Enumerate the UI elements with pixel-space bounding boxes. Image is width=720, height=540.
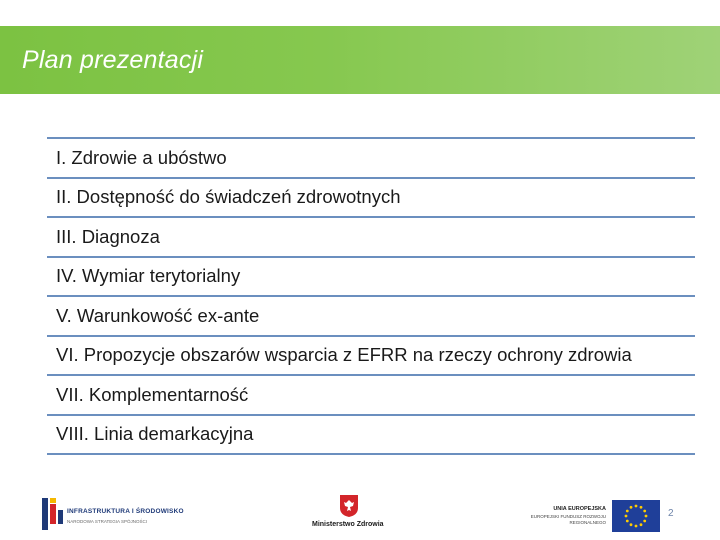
title-banner	[0, 26, 720, 94]
eu-fund-logo	[522, 498, 652, 534]
agenda-item: V. Warunkowość ex-ante	[47, 297, 695, 337]
eu-logo-text: UNIA EUROPEJSKA	[553, 506, 606, 512]
slide-title: Plan prezentacji	[22, 46, 204, 74]
eu-logo-subtext: EUROPEJSKI FUNDUSZ ROZWOJU REGIONALNEGO	[530, 514, 606, 525]
footer-logos	[0, 488, 720, 540]
infrastruktura-logo-subtext: NARODOWA STRATEGIA SPÓJNOŚCI	[67, 519, 148, 524]
ministry-logo-text: Ministerstwo Zdrowia	[312, 521, 384, 528]
infrastruktura-logo-icon	[40, 496, 64, 532]
infrastruktura-logo-text: INFRASTRUKTURA I ŚRODOWISKO	[67, 508, 184, 515]
infrastruktura-logo	[40, 494, 190, 534]
top-strip	[0, 0, 720, 26]
agenda-item: II. Dostępność do świadczeń zdrowotnych	[47, 179, 695, 219]
polish-eagle-emblem-icon	[339, 494, 359, 518]
agenda-list	[47, 137, 695, 455]
agenda-item: VII. Komplementarność	[47, 376, 695, 416]
agenda-item: III. Diagnoza	[47, 218, 695, 258]
agenda-item: VIII. Linia demarkacyjna	[47, 416, 695, 456]
page-number: 2	[668, 508, 674, 519]
agenda-item: IV. Wymiar terytorialny	[47, 258, 695, 298]
agenda-item: I. Zdrowie a ubóstwo	[47, 139, 695, 179]
ministry-of-health-logo	[306, 492, 392, 536]
agenda-item: VI. Propozycje obszarów wsparcia z EFRR na rzeczy ochrony zdrowia	[47, 337, 695, 377]
eu-flag-icon	[612, 500, 660, 532]
